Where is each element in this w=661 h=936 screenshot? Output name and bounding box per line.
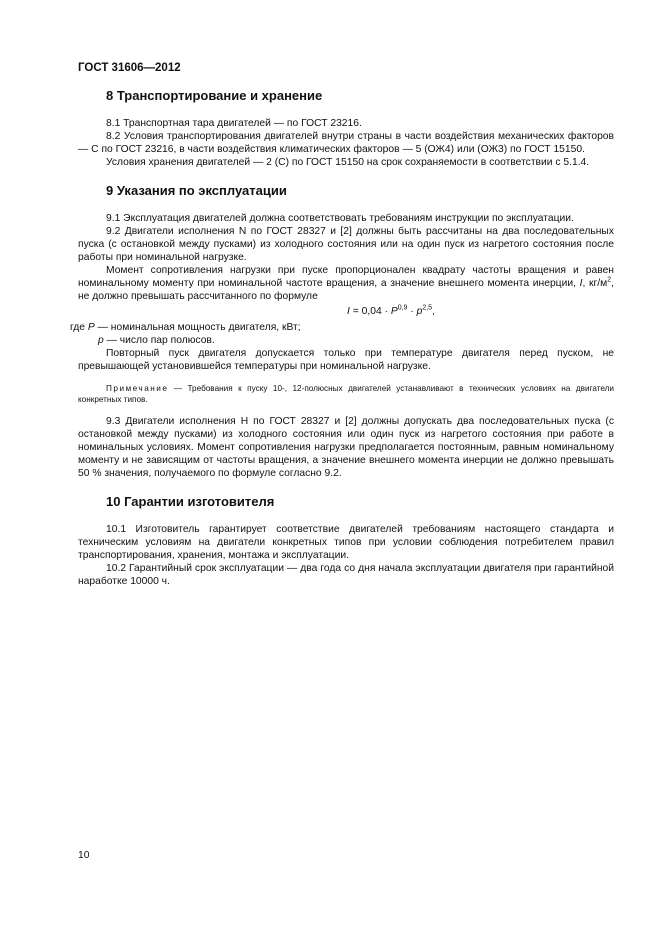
section-9-title: 9 Указания по эксплуатации xyxy=(106,183,287,198)
note: Примечание — Требования к пуску 10-, 12-полюсных двигателей устанавливают в технических условиях на двигатели конкретных типов. xyxy=(78,384,614,404)
page-number: 10 xyxy=(78,850,90,861)
paragraph-9-1: 9.1 Эксплуатация двигателей должна соответствовать требованиям инструкции по эксплуатации. xyxy=(106,213,574,224)
paragraph-9-2: 9.2 Двигатели исполнения N по ГОСТ 28327 и [2] должны быть рассчитаны на два последовательных пуска (с остановкой между пусками) из холодного состояния или на один пуск из нагретого состояния после работы при номинальной нагрузке. xyxy=(78,226,614,263)
section-10-title: 10 Гарантии изготовителя xyxy=(106,494,275,509)
formula-legend-poles: p — число пар полюсов. xyxy=(98,335,215,346)
paragraph-9-3: 9.3 Двигатели исполнения Н по ГОСТ 28327 и [2] должны допускать два последовательных пуска (с остановкой между пусками) из холодного состояния или один пуск из нагретого состояния при работе в номинальных условиях. Момент сопротивления нагрузки предполагается постоянным, равным номинальному моменту и не зависящим от частоты вращения, а значение внешнего момента инерции не должно превышать 50 % значения, получаемого по формуле согласно 9.2. xyxy=(78,416,614,479)
section-8-title: 8 Транспортирование и хранение xyxy=(106,88,323,103)
document-page xyxy=(70,62,614,588)
paragraph-10-1: 10.1 Изготовитель гарантирует соответствие двигателей требованиям настоящего стандарта и техническим условиям на двигатели конкретных типов при условии соблюдения потребителем правил транспортирования, хранения, монтажа и эксплуатации. xyxy=(78,524,614,561)
document-header: ГОСТ 31606—2012 xyxy=(78,62,181,74)
formula-legend-power: где P — номинальная мощность двигателя, кВт; xyxy=(70,322,301,333)
paragraph-9-moment: Момент сопротивления нагрузки при пуске пропорционален квадрату частоты вращения и равен номинальному моменту при номинальной частоте вращения, а значение внешнего момента инерции, I, $кг/м^2$, не должно превышать рассчитанного по формуле xyxy=(78,265,614,302)
inertia-formula: $I = 0,04 \cdot P^{0,9} \cdot p^{2,5}$, xyxy=(347,304,435,317)
paragraph-8-1: 8.1 Транспортная тара двигателей — по ГОСТ 23216. xyxy=(106,118,362,129)
paragraph-8-2: 8.2 Условия транспортирования двигателей внутри страны в части воздействия механических факторов — С по ГОСТ 23216, в части воздействия климатических факторов — 5 (ОЖ4) или (ОЖ3) по ГОСТ 15150. xyxy=(78,131,614,155)
paragraph-10-2: 10.2 Гарантийный срок эксплуатации — два года со дня начала эксплуатации двигателя при гарантийной наработке 10000 ч. xyxy=(78,563,614,587)
paragraph-9-repeat-start: Повторный пуск двигателя допускается только при температуре двигателя перед пуском, не превышающей установившейся температуры при номинальной нагрузке. xyxy=(78,348,614,372)
paragraph-8-storage: Условия хранения двигателей — 2 (С) по ГОСТ 15150 на срок сохраняемости в соответствии с 5.1.4. xyxy=(106,157,590,168)
